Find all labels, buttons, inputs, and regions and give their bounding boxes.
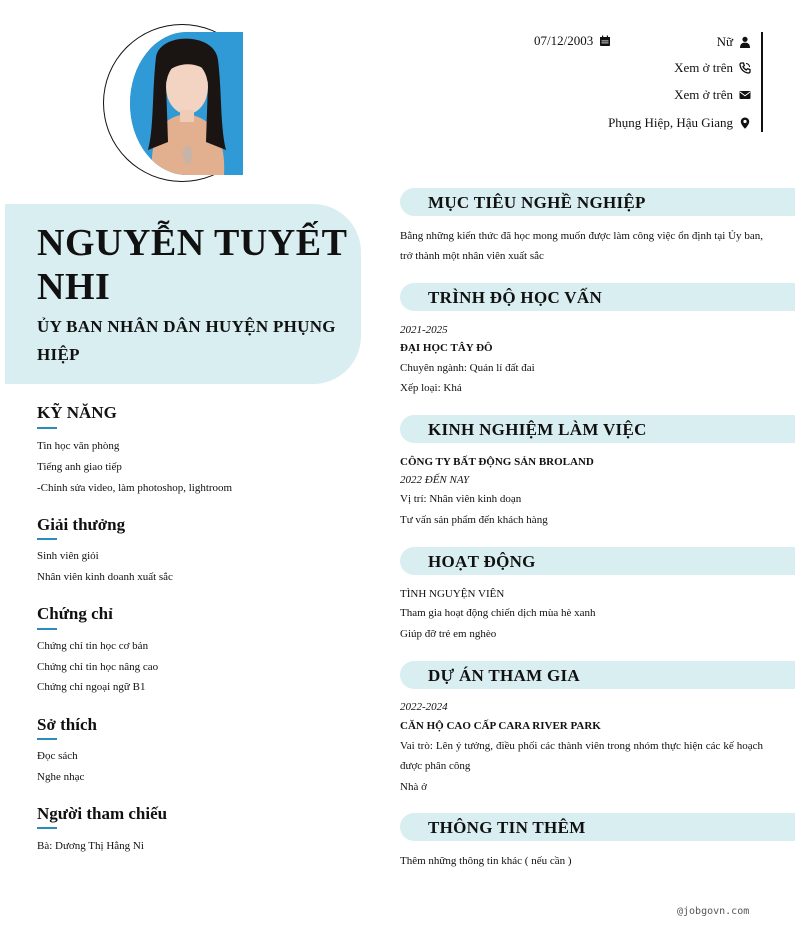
phone-value: Xem ở trên bbox=[674, 60, 733, 75]
contact-divider bbox=[761, 32, 763, 132]
certificates-item: Chứng chỉ ngoại ngữ B1 bbox=[37, 681, 146, 693]
skills-item: Tin học văn phòng bbox=[37, 440, 120, 452]
projects-role: Vai trò: Lên ý tưởng, điều phối các thành viên trong nhóm thực hiện các kế hoạch được phân công bbox=[400, 740, 763, 772]
certificates-item: Chứng chỉ tin học cơ bản bbox=[37, 640, 149, 652]
activities-heading: HOẠT ĐỘNG bbox=[428, 552, 536, 571]
full-name: NGUYỄN TUYẾT NHI bbox=[37, 222, 347, 308]
activities-item: Giúp đỡ trẻ em nghèo bbox=[400, 628, 497, 640]
watermark: @jobgovn.com bbox=[677, 906, 750, 917]
skills-heading: KỸ NĂNG bbox=[37, 403, 117, 422]
hobbies-heading: Sở thích bbox=[37, 715, 97, 734]
phone-icon bbox=[739, 62, 751, 74]
organization: ỦY BAN NHÂN DÂN HUYỆN PHỤNG HIỆP bbox=[37, 317, 336, 364]
profile-photo bbox=[130, 32, 243, 175]
references-underline bbox=[37, 827, 57, 829]
contact-dob bbox=[534, 30, 611, 52]
skills-underline bbox=[37, 427, 57, 429]
objective-heading: MỤC TIÊU NGHỀ NGHIỆP bbox=[428, 193, 646, 212]
contact-address bbox=[608, 111, 751, 135]
experience-company: CÔNG TY BẤT ĐỘNG SẢN BROLAND bbox=[400, 456, 594, 468]
projects-type: Nhà ở bbox=[400, 781, 427, 793]
map-pin-icon bbox=[739, 117, 751, 129]
email-value: Xem ở trên bbox=[674, 87, 733, 102]
certificates-heading: Chứng chỉ bbox=[37, 604, 113, 623]
extra-text: Thêm những thông tin khác ( nếu cần ) bbox=[400, 855, 572, 867]
activities-item: Tham gia hoạt động chiến dịch mùa hè xanh bbox=[400, 607, 596, 619]
education-heading: TRÌNH ĐỘ HỌC VẤN bbox=[428, 288, 603, 307]
hobbies-underline bbox=[37, 738, 57, 740]
experience-position: Vị trí: Nhân viên kinh doạn bbox=[400, 493, 522, 505]
calendar-icon bbox=[599, 35, 611, 47]
extra-heading: THÔNG TIN THÊM bbox=[428, 818, 586, 837]
education-major: Chuyên ngành: Quản lí đất đai bbox=[400, 362, 535, 374]
references-item: Bà: Dương Thị Hằng Ni bbox=[37, 840, 144, 852]
education-grade: Xếp loại: Khá bbox=[400, 382, 462, 394]
education-school: ĐẠI HỌC TÂY ĐÔ bbox=[400, 342, 493, 354]
skills-item: Tiếng anh giao tiếp bbox=[37, 461, 122, 473]
activities-item: TÌNH NGUYỆN VIÊN bbox=[400, 588, 505, 600]
references-heading: Người tham chiếu bbox=[37, 804, 168, 823]
dob-value: 07/12/2003 bbox=[534, 33, 594, 48]
hobbies-item: Nghe nhạc bbox=[37, 771, 85, 783]
certificates-underline bbox=[37, 628, 57, 630]
awards-item: Nhân viên kinh doanh xuất sắc bbox=[37, 571, 173, 583]
experience-duty: Tư vấn sản phẩm đến khách hàng bbox=[400, 514, 548, 526]
awards-underline bbox=[37, 538, 57, 540]
experience-heading: KINH NGHIỆM LÀM VIỆC bbox=[428, 420, 647, 439]
awards-heading: Giải thưởng bbox=[37, 515, 126, 534]
projects-period: 2022-2024 bbox=[400, 701, 448, 713]
address-value: Phụng Hiệp, Hậu Giang bbox=[608, 115, 733, 130]
envelope-icon bbox=[739, 89, 751, 101]
awards-item: Sinh viên giỏi bbox=[37, 550, 99, 562]
certificates-item: Chứng chỉ tin học nâng cao bbox=[37, 661, 159, 673]
projects-heading: DỰ ÁN THAM GIA bbox=[428, 666, 581, 685]
person-icon bbox=[739, 36, 751, 48]
hobbies-item: Đọc sách bbox=[37, 750, 78, 762]
contact-phone bbox=[674, 56, 751, 80]
education-period: 2021-2025 bbox=[400, 324, 448, 336]
projects-name: CĂN HỘ CAO CẤP CARA RIVER PARK bbox=[400, 720, 601, 732]
contact-gender bbox=[717, 30, 751, 54]
contact-email bbox=[674, 83, 751, 107]
objective-text: Bằng những kiến thức đã học mong muốn được làm công việc ổn định tại Ủy ban, trở thành một nhân viên xuất sắc bbox=[400, 230, 763, 262]
gender-value: Nữ bbox=[716, 34, 733, 49]
skills-item: -Chỉnh sửa video, làm photoshop, lightroom bbox=[37, 482, 233, 494]
experience-period: 2022 ĐẾN NAY bbox=[400, 474, 470, 486]
